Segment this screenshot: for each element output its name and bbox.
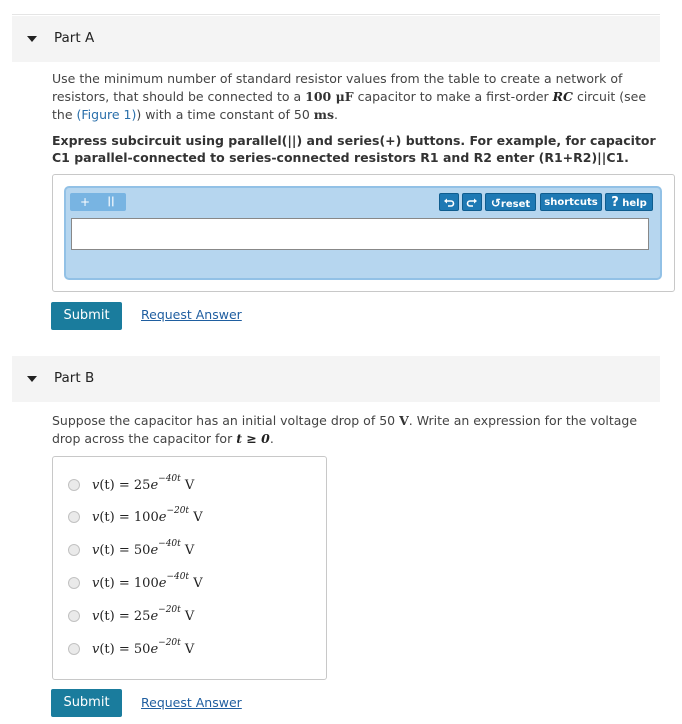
choice-expression: $v(t) = 100e^{-40t}$ V (92, 572, 203, 591)
collapse-caret-icon[interactable] (27, 36, 37, 42)
shortcuts-button[interactable]: shortcuts (540, 193, 602, 211)
choice-expression: $v(t) = 50e^{-40t}$ V (92, 539, 195, 558)
choice-expression: $v(t) = 25e^{-40t}$ V (92, 474, 195, 493)
radio-button[interactable] (68, 511, 80, 523)
part-a-instruction: Express subcircuit using parallel(||) and series(+) buttons. For example, for capacitor C1 parallel-connected to series-connected resistors R1 and R2 enter (R1+R2)||C1. (52, 133, 656, 165)
part-b-header[interactable] (12, 356, 660, 402)
operator-toolbar (70, 193, 126, 211)
volt-unit: V (399, 413, 409, 428)
radio-button[interactable] (68, 577, 80, 589)
part-b-question (52, 412, 657, 448)
figure-link[interactable]: (Figure 1) (76, 107, 137, 122)
submit-button-a[interactable]: Submit (51, 302, 122, 330)
part-a-question (52, 70, 657, 124)
question-text: ) with a time constant of 50 (136, 107, 314, 122)
choices-box (52, 456, 327, 680)
request-answer-link-b[interactable]: Request Answer (141, 695, 242, 710)
rc-term: RC (552, 89, 573, 104)
undo-icon (443, 197, 455, 209)
radio-button[interactable] (68, 544, 80, 556)
redo-icon (466, 197, 478, 209)
question-text: . (334, 107, 339, 122)
choice-expression: $v(t) = 100e^{-20t}$ V (92, 506, 203, 525)
reset-label: reset (500, 199, 531, 210)
question-text: . (269, 431, 274, 446)
help-label: help (622, 198, 647, 209)
radio-button[interactable] (68, 610, 80, 622)
reset-icon: ↺ (490, 196, 501, 210)
choice-expression: $v(t) = 25e^{-20t}$ V (92, 605, 195, 624)
time-condition: t ≥ 0 (236, 431, 270, 446)
expression-editor (64, 186, 662, 280)
undo-button[interactable] (439, 193, 459, 211)
choice-expression: $v(t) = 50e^{-20t}$ V (92, 638, 195, 657)
reset-button[interactable] (485, 193, 536, 211)
redo-button[interactable] (462, 193, 482, 211)
part-a-header[interactable] (12, 16, 660, 62)
part-a-title: Part A (54, 30, 95, 46)
request-answer-link-a[interactable]: Request Answer (141, 307, 242, 322)
question-text: . Write an expression for the voltage drop across the capacitor for (52, 413, 638, 446)
expression-input[interactable] (71, 218, 649, 250)
part-b-title: Part B (54, 370, 95, 386)
ms-unit: ms (313, 107, 335, 122)
radio-button[interactable] (68, 643, 80, 655)
top-divider (12, 14, 660, 15)
help-button[interactable] (605, 193, 653, 211)
question-text: Suppose the capacitor has an initial voltage drop of 50 (52, 413, 400, 428)
parallel-button[interactable]: || (107, 196, 115, 207)
collapse-caret-icon[interactable] (27, 376, 37, 382)
radio-button[interactable] (68, 479, 80, 491)
submit-button-b[interactable]: Submit (51, 689, 122, 717)
capacitance-value: 100 μF (305, 89, 354, 104)
help-icon: ? (611, 195, 619, 210)
answer-box (52, 174, 675, 292)
series-button[interactable]: + (79, 195, 91, 209)
question-text: capacitor to make a first-order (353, 89, 553, 104)
question-text: Use the minimum number of standard resistor values from the table to create a network of resistors, that should be connected to a (52, 71, 623, 104)
question-text: circuit (see the (52, 89, 647, 122)
